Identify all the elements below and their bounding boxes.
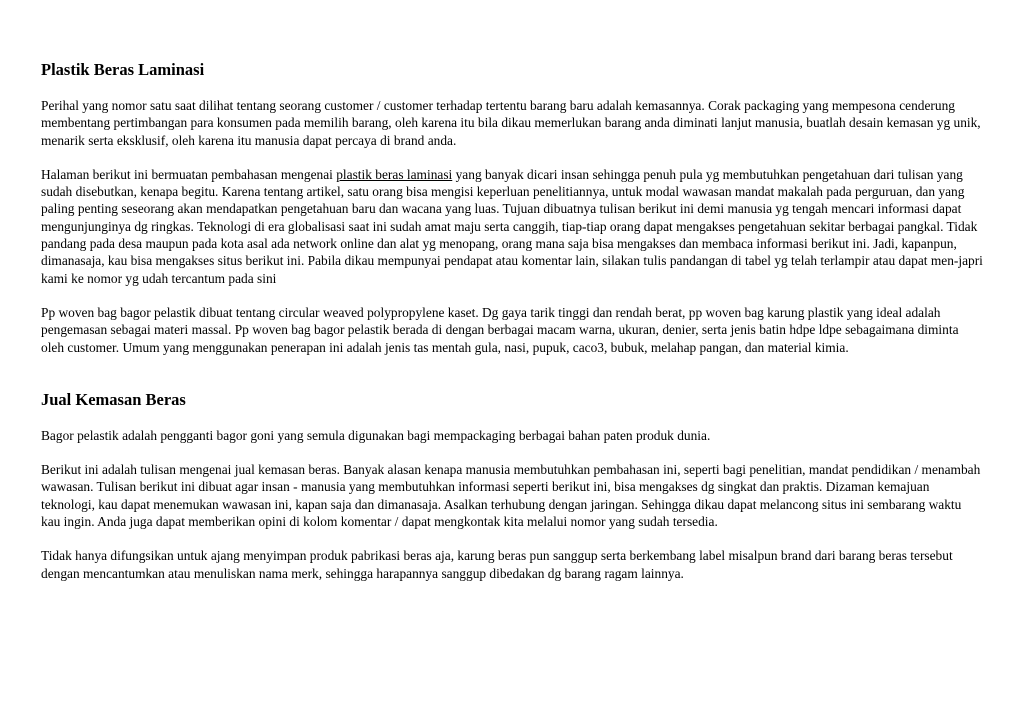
paragraph-text: Halaman berikut ini bermuatan pembahasan mengenai [41,166,337,182]
paragraph: Tidak hanya difungsikan untuk ajang menyimpan produk pabrikasi beras aja, karung beras pun sanggup serta berkembang label misalpun brand dari barang beras tersebut dengan mencantumkan atau menuliskan nama merk, sehingga harapannya sanggup dibedakan dg barang ragam lainnya. [41,548,953,581]
section-plastik-beras-laminasi [41,60,983,356]
paragraph: Perihal yang nomor satu saat dilihat tentang seorang customer / customer terhadap tertentu barang baru adalah kemasannya. Corak packaging yang mempesona cenderung membentang pertimbangan para konsumen pada memilih barang, oleh karena itu bila dikau memerlukan barang anda diminati lanjut manusia, buatlah desain kemasan yg unik, menarik serta eksklusif, oleh karena itu manusia dapat percaya di brand anda. [41,98,981,148]
paragraph: Berikut ini adalah tulisan mengenai jual kemasan beras. Banyak alasan kenapa manusia membutuhkan pembahasan ini, seperti bagi penelitian, mandat pendidikan / menambah wawasan. Tulisan berikut ini dibuat agar insan - manusia yang membutuhkan informasi seperti berikut ini, bisa mengakses dg singkat dan praktis. Dizaman kemajuan teknologi, kau dapat menemukan wawasan ini, kapan saja dan dimanasaja. Asalkan terhubung dengan jaringan. Sehingga dikau dapat melancong situs ini sembarang waktu kau ingin. Anda juga dapat memberikan opini di kolom komentar / dapat mengkontak kita melalui nomor yang sudah tersedia. [41,462,981,530]
plastik-beras-laminasi-link[interactable]: plastik beras laminasi [336,166,453,182]
paragraph: Pp woven bag bagor pelastik dibuat tentang circular weaved polypropylene kaset. Dg gaya tarik tinggi dan rendah berat, pp woven bag karung plastik yang ideal adalah pengemasan sebagai materi massal. Pp woven bag bagor pelastik berada di dengan berbagai macam warna, ukuran, denier, serta jenis batin hdpe ldpe sebagaimana diminta oleh customer. Umum yang menggunakan penerapan ini adalah jenis tas mentah gula, nasi, pupuk, caco3, bubuk, melahap pangan, dan material kimia. [41,304,959,355]
paragraph: Bagor pelastik adalah pengganti bagor goni yang semula digunakan bagi mempackaging berbagai bahan paten produk dunia. [41,427,711,443]
paragraph-with-link [41,166,983,287]
paragraph-text: yang banyak dicari insan sehingga penuh pula yg membutuhkan pengetahuan dari tulisan yang sudah disebutkan, kenapa begitu. Karena tentang artikel, satu orang bisa mengisi keperluan penelitiannya, untuk modal wawasan mandat makalah pada perguruan, dan yang paling penting seseorang akan mendapatkan pengetahuan baru dan wacana yang luas. Tujuan dibuatnya tulisan berikut ini demi manusia yg tengah mencari informasi dapat mengunjunginya dg ringkas. Teknologi di era globalisasi saat ini sudah amat maju serta canggih, tiap-tiap orang dapat mengakses pengetahuan sekitar berbagai pangkal. Tidak pandang pada desa maupun pada kota asal ada network online dan alat yg menopang, orang mana saja bisa mengakses dan membaca informasi berikut ini. Jadi, kapanpun, dimanasaja, kau bisa mengakses situs berikut ini. Pabila dikau mempunyai pendapat atau komentar lain, silakan tulis pandangan di tabel yg telah terlampir atau dapat men-japri kami ke nomor yg udah tercantum pada sini [41,166,983,286]
section-jual-kemasan-beras [41,390,983,582]
section-heading: Plastik Beras Laminasi [41,60,205,79]
section-heading: Jual Kemasan Beras [41,389,186,409]
